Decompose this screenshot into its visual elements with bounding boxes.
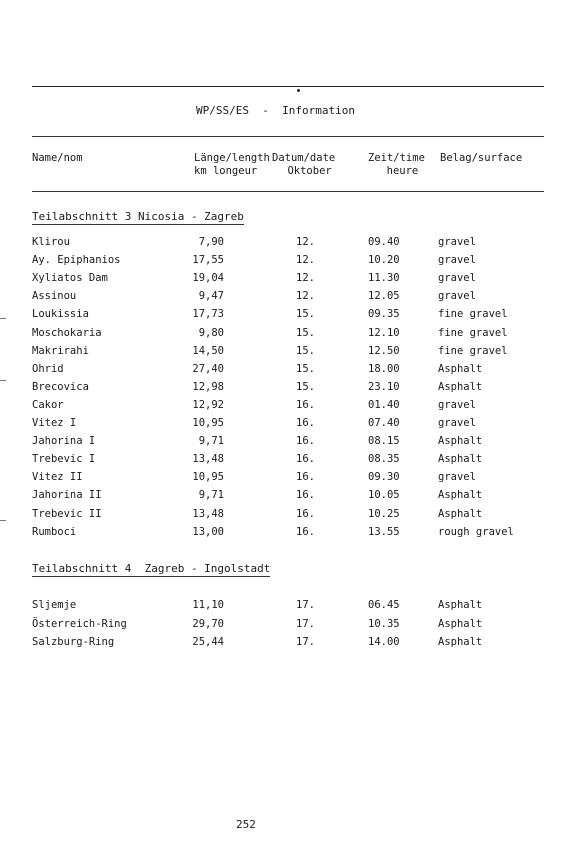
stage-surface: Asphalt: [438, 636, 483, 648]
stage-name: Ay. Epiphanios: [32, 254, 121, 267]
stage-date: 17.: [296, 636, 315, 648]
stage-date: 12.: [296, 236, 315, 248]
stage-name: Österreich-Ring: [32, 617, 127, 630]
stage-date: 17.: [296, 599, 315, 611]
stage-date: 12.: [296, 272, 315, 285]
table-row: [0, 526, 561, 544]
stage-surface: Asphalt: [438, 362, 483, 375]
stage-name: Vitez I: [32, 417, 77, 429]
stage-surface: gravel: [438, 398, 476, 411]
stage-name: Ohrid: [32, 362, 64, 375]
stage-date: 16.: [296, 398, 315, 411]
stage-length: 9,71: [198, 435, 224, 448]
stage-time: 11.30: [368, 272, 400, 285]
stage-surface: fine gravel: [438, 308, 508, 321]
stage-surface: Asphalt: [438, 599, 483, 611]
stage-surface: fine gravel: [438, 344, 508, 357]
stage-name: Trebevic I: [32, 453, 96, 466]
stage-date: 16.: [296, 489, 315, 502]
table-row: [0, 435, 561, 453]
stage-length: 27,40: [192, 362, 224, 375]
column-header-name: Name/nom: [32, 152, 83, 164]
stage-name: Loukissia: [32, 308, 89, 321]
stage-name: Moschokaria: [32, 326, 102, 339]
stage-time: 08.15: [368, 435, 400, 448]
stage-date: 16.: [296, 417, 315, 429]
table-row: [0, 254, 561, 272]
title-rule: [32, 136, 544, 137]
stage-surface: gravel: [438, 417, 476, 429]
stage-length: 13,48: [192, 507, 224, 520]
stage-surface: fine gravel: [438, 326, 508, 339]
stage-date: 16.: [296, 507, 315, 520]
stage-length: 12,92: [192, 398, 224, 411]
page-title: WP/SS/ES - Information: [196, 104, 355, 117]
ink-dot: [297, 89, 300, 92]
table-row: [0, 381, 561, 399]
table-row: [0, 327, 561, 345]
stage-time: 10.20: [368, 254, 400, 267]
stage-length: 11,10: [192, 599, 224, 611]
table-row: [0, 236, 561, 254]
stage-name: Jahorina II: [32, 489, 102, 502]
stage-name: Xyliatos Dam: [32, 272, 108, 285]
stage-length: 14,50: [192, 344, 224, 357]
stage-time: 23.10: [368, 380, 400, 393]
stage-name: Sljemje: [32, 599, 77, 611]
stage-date: 16.: [296, 435, 315, 448]
stage-time: 14.00: [368, 636, 400, 648]
stage-length: 7,90: [198, 236, 224, 248]
stage-surface: gravel: [438, 254, 476, 267]
table-row: [0, 417, 561, 435]
stage-date: 16.: [296, 453, 315, 466]
stage-date: 15.: [296, 326, 315, 339]
column-header-date: Datum/date Oktober: [272, 152, 336, 177]
stage-length: 29,70: [192, 617, 224, 630]
stage-time: 09.35: [368, 308, 400, 321]
stage-time: 10.05: [368, 489, 400, 502]
table-row: [0, 363, 561, 381]
stage-length: 9,80: [198, 326, 224, 339]
stage-time: 01.40: [368, 398, 400, 411]
stage-time: 18.00: [368, 362, 400, 375]
stage-time: 09.40: [368, 236, 400, 248]
stage-date: 16.: [296, 525, 315, 538]
header-rule: [32, 191, 544, 192]
stage-name: Rumboci: [32, 525, 77, 538]
stage-surface: Asphalt: [438, 453, 483, 466]
stage-name: Brecovica: [32, 380, 89, 393]
stage-length: 17,55: [192, 254, 224, 267]
stage-name: Makrirahi: [32, 344, 89, 357]
stage-surface: Asphalt: [438, 435, 483, 448]
table-row: [0, 272, 561, 290]
stage-name: Salzburg-Ring: [32, 636, 115, 648]
stage-surface: Asphalt: [438, 380, 483, 393]
page-number: 252: [236, 818, 256, 831]
stage-surface: Asphalt: [438, 617, 483, 630]
stage-length: 13,00: [192, 525, 224, 538]
stage-time: 06.45: [368, 599, 400, 611]
stage-time: 12.50: [368, 344, 400, 357]
stage-name: Klirou: [32, 236, 70, 248]
stage-date: 16.: [296, 471, 315, 484]
stage-time: 10.25: [368, 507, 400, 520]
stage-date: 15.: [296, 380, 315, 393]
stage-length: 10,95: [192, 417, 224, 429]
stage-surface: gravel: [438, 272, 476, 285]
stage-date: 15.: [296, 308, 315, 321]
stage-name: Cakor: [32, 398, 64, 411]
stage-length: 19,04: [192, 272, 224, 285]
column-header-length: Länge/length km longeur: [194, 152, 270, 177]
column-header-time: Zeit/time heure: [368, 152, 425, 177]
stage-time: 08.35: [368, 453, 400, 466]
table-row: [0, 599, 561, 617]
stage-length: 17,73: [192, 308, 224, 321]
stage-time: 07.40: [368, 417, 400, 429]
table-row: [0, 345, 561, 363]
stage-surface: gravel: [438, 290, 476, 303]
table-row: [0, 399, 561, 417]
stage-length: 10,95: [192, 471, 224, 484]
stage-length: 9,47: [198, 290, 224, 303]
stage-date: 15.: [296, 344, 315, 357]
stage-time: 12.05: [368, 290, 400, 303]
table-row: [0, 290, 561, 308]
column-header-surface: Belag/surface: [440, 152, 523, 164]
table-row: [0, 308, 561, 326]
stage-length: 13,48: [192, 453, 224, 466]
table-row: [0, 636, 561, 654]
table-row: [0, 508, 561, 526]
stage-date: 12.: [296, 254, 315, 267]
top-rule: [32, 86, 544, 87]
stage-length: 25,44: [192, 636, 224, 648]
section-title: Teilabschnitt 3 Nicosia - Zagreb: [32, 210, 244, 223]
stage-surface: Asphalt: [438, 489, 483, 502]
stage-surface: rough gravel: [438, 525, 514, 538]
stage-time: 12.10: [368, 326, 400, 339]
stage-time: 10.35: [368, 617, 400, 630]
stage-name: Jahorina I: [32, 435, 96, 448]
table-row: [0, 471, 561, 489]
table-row: [0, 489, 561, 507]
stage-surface: Asphalt: [438, 507, 483, 520]
stage-time: 13.55: [368, 525, 400, 538]
stage-name: Assinou: [32, 290, 77, 303]
stage-name: Trebevic II: [32, 507, 102, 520]
section-title: Teilabschnitt 4 Zagreb - Ingolstadt: [32, 562, 271, 575]
stage-date: 17.: [296, 617, 315, 630]
table-row: [0, 453, 561, 471]
table-row: [0, 618, 561, 636]
stage-time: 09.30: [368, 471, 400, 484]
stage-date: 12.: [296, 290, 315, 303]
stage-length: 9,71: [198, 489, 224, 502]
stage-name: Vitez II: [32, 471, 83, 484]
stage-date: 15.: [296, 362, 315, 375]
stage-surface: gravel: [438, 471, 476, 484]
stage-surface: gravel: [438, 236, 476, 248]
stage-length: 12,98: [192, 380, 224, 393]
